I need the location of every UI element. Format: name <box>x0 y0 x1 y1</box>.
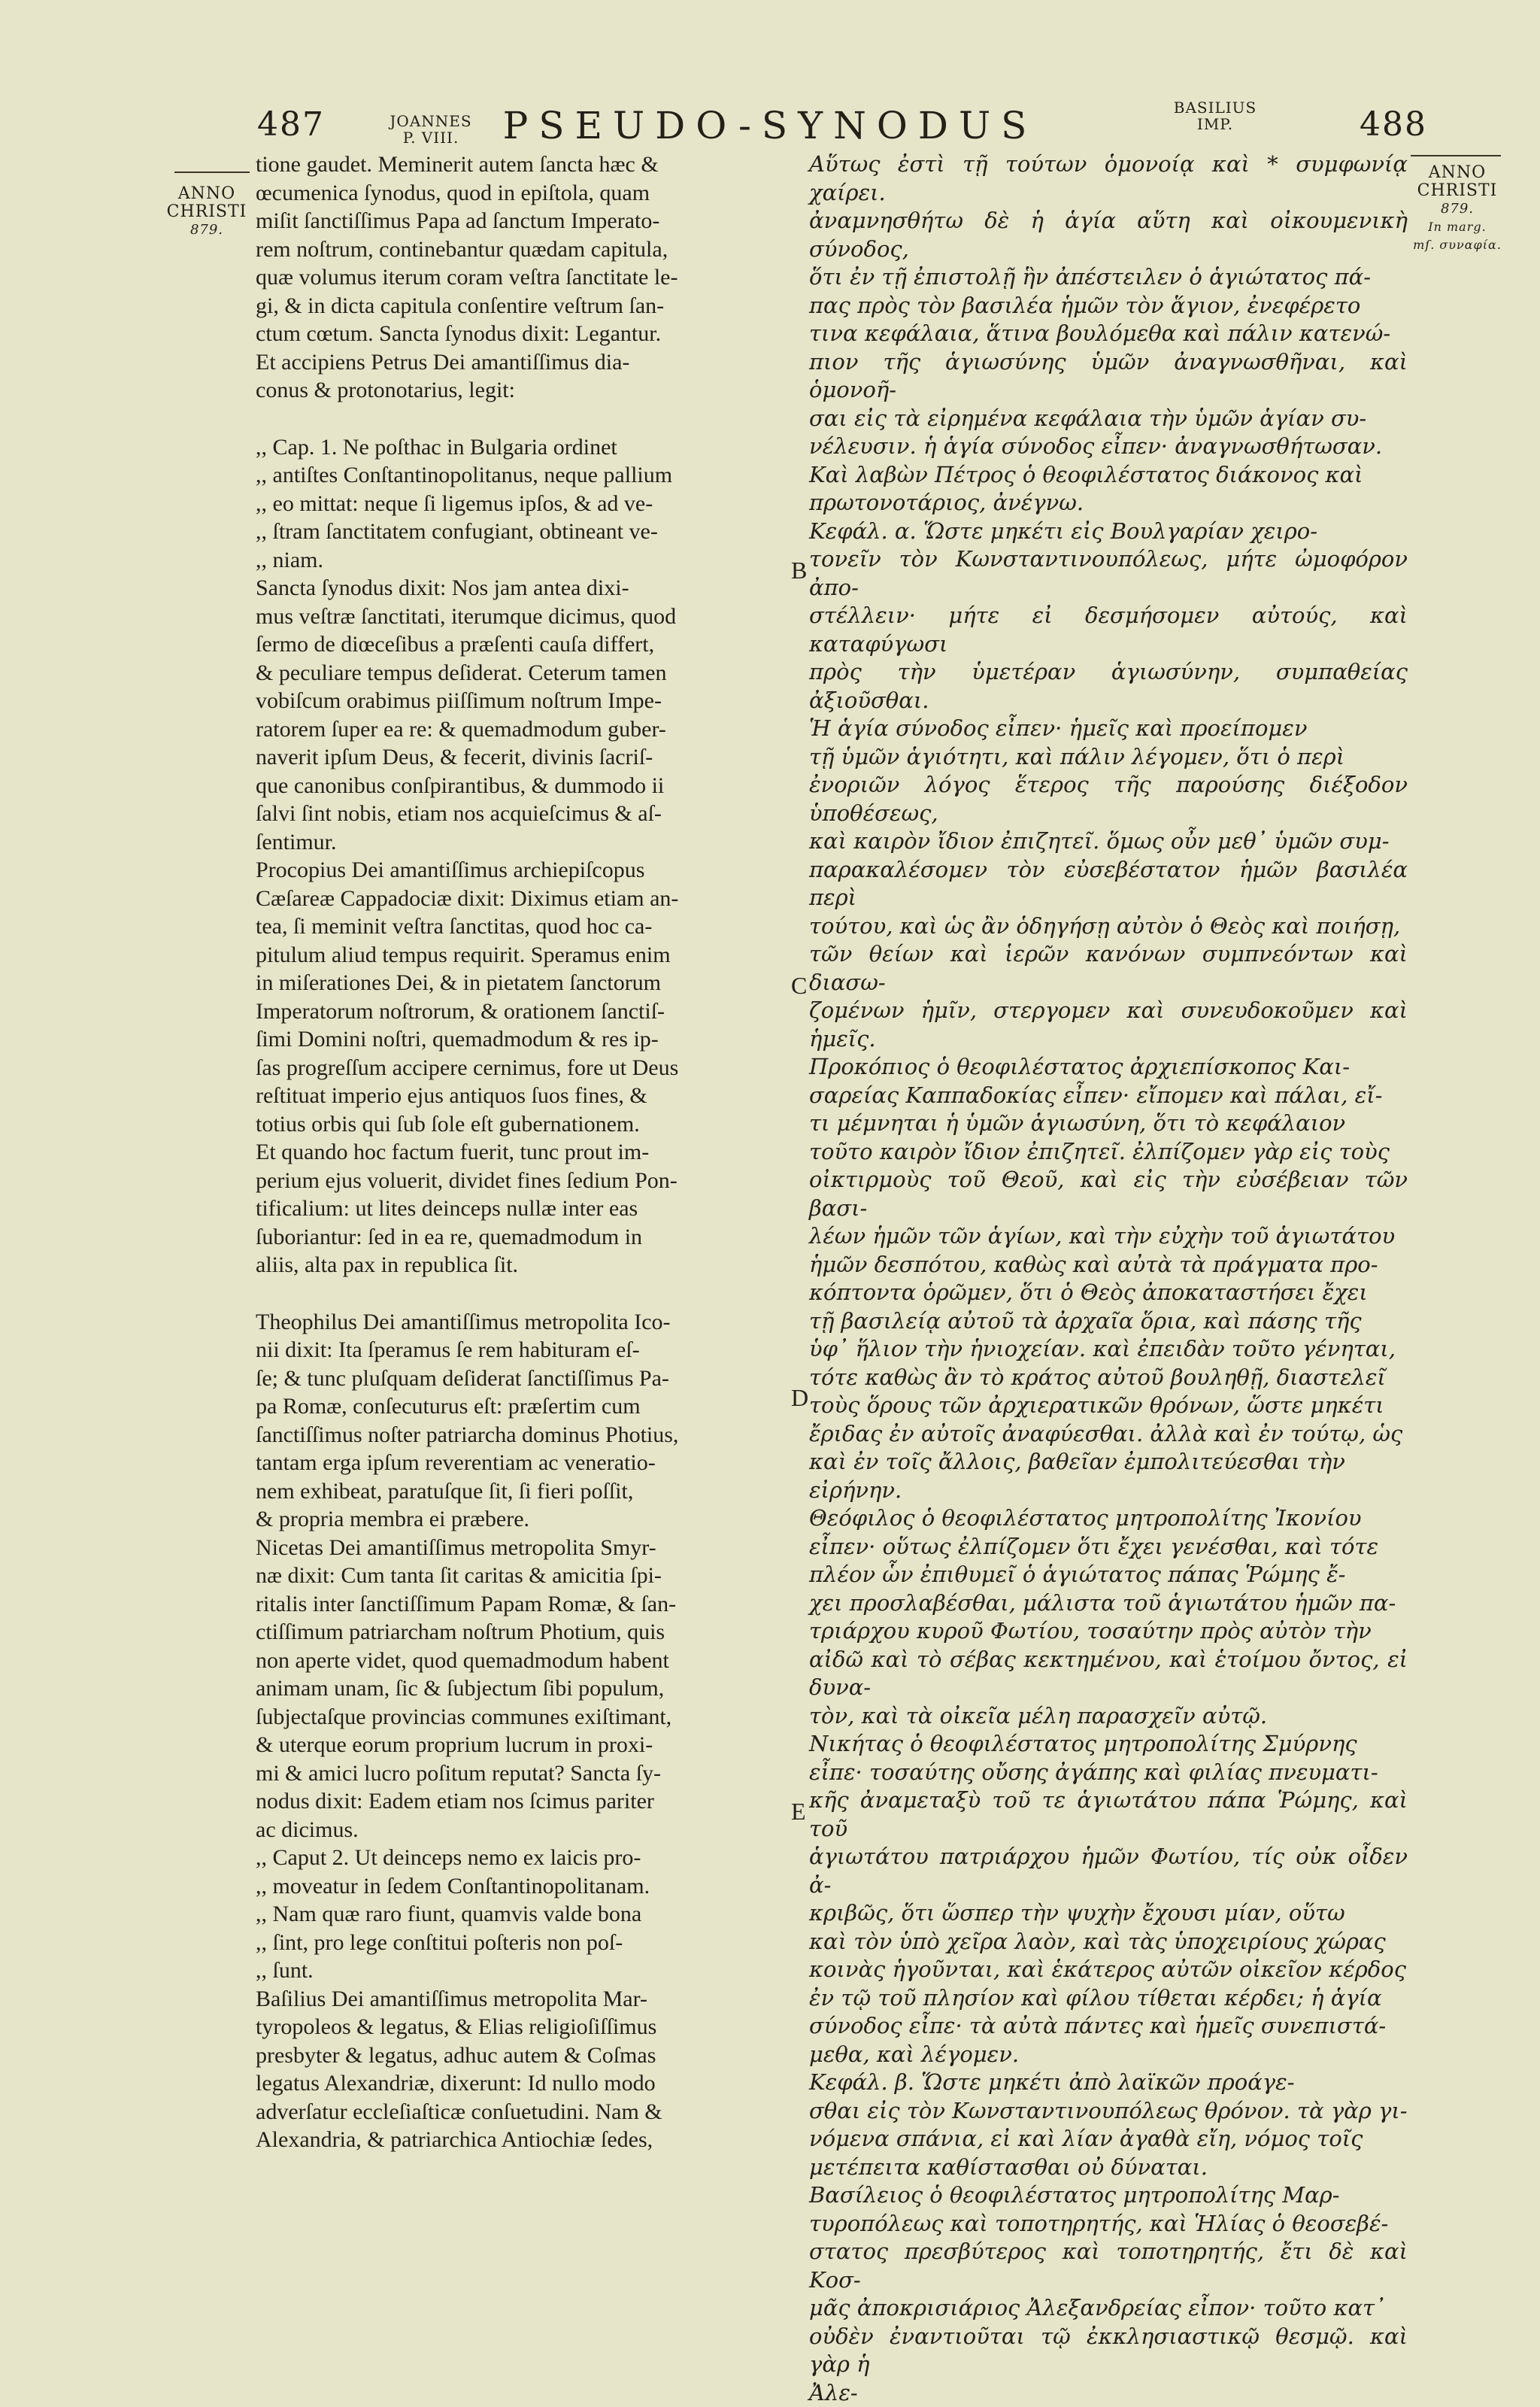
greek-text-line: πιον τῆς ἁγιωσύνης ὑμῶν ἀναγνωσθῆναι, καὶ ὁμονοῆ- <box>809 348 1408 405</box>
greek-text-line: ὑφ᾽ ἥλιον τὴν ἡνιοχείαν. καὶ ἐπειδὰν τοῦτο γένηται, <box>809 1335 1408 1364</box>
latin-text-line: Et accipiens Petrus Dei amantiſſimus dia- <box>256 348 788 377</box>
greek-text-line: ἐν τῷ τοῦ πλησίον καὶ φίλου τίθεται κέρδει; ἡ ἁγία <box>809 1984 1408 2013</box>
greek-text-line: εἶπεν· οὕτως ἐλπίζομεν ὅτι ἔχει γενέσθαι, καὶ τότε <box>809 1533 1408 1562</box>
right-margin-year: 879. <box>1412 200 1502 218</box>
greek-text-line: σύνοδος εἶπε· τὰ αὐτὰ πάντες καὶ ἡμεῖς συνεπιστά- <box>809 2012 1408 2041</box>
left-margin-year: 879. <box>165 221 248 239</box>
greek-column <box>809 150 1408 2407</box>
latin-text-line: Cæſareæ Cappadociæ dixit: Diximus etiam an- <box>256 885 788 913</box>
latin-text-line: ,, Cap. 1. Ne poſthac in Bulgaria ordinet <box>256 433 788 462</box>
greek-text-line: τῶν θείων καὶ ἱερῶν κανόνων συμπνεόντων καὶ διασω- <box>809 940 1408 997</box>
latin-text-line: Procopius Dei amantiſſimus archiepiſcopus <box>256 856 788 885</box>
latin-text-line: nodus dixit: Eadem etiam nos ſcimus pariter <box>256 1787 788 1816</box>
latin-text-line: ctiſſimum patriarcham noſtrum Photium, quis <box>256 1618 788 1647</box>
latin-text-line: ſanctiſſimus noſter patriarcha dominus Photius, <box>256 1421 788 1449</box>
greek-text-line: ἡμῶν δεσπότου, καθὼς καὶ αὐτὰ τὰ πράγματα προ- <box>809 1251 1408 1279</box>
greek-text-line: στέλλειν· μήτε εἰ δεσμήσομεν αὐτούς, καὶ καταφύγωσι <box>809 602 1408 658</box>
greek-text-line: Αὕτως ἐστὶ τῇ τούτων ὁμονοίᾳ καὶ * συμφωνίᾳ χαίρει. <box>809 150 1408 207</box>
latin-text-line: perium ejus voluerit, dividet fines ſedium Pon- <box>256 1167 788 1195</box>
greek-text-line: ἁγιωτάτου πατριάρχου ἡμῶν Φωτίου, τίς οὐκ οἶδεν ἀ- <box>809 1843 1408 1899</box>
greek-text-line: Νικήτας ὁ θεοφιλέστατος μητροπολίτης Σμύρνης <box>809 1730 1408 1759</box>
latin-text-line: & peculiare tempus deſiderat. Ceterum tamen <box>256 659 788 687</box>
left-running-head-top: JOANNES <box>390 113 472 129</box>
greek-text-line: τότε καθὼς ἂν τὸ κράτος αὐτοῦ βουληθῇ, διαστελεῖ <box>809 1364 1408 1392</box>
latin-text-line: adverſatur eccleſiaſticæ conſuetudini. Nam & <box>256 2098 788 2126</box>
latin-text-line: ſuboriantur: ſed in ea re, quemadmodum in <box>256 1223 788 1252</box>
greek-text-line: Καὶ λαβὼν Πέτρος ὁ θεοφιλέστατος διάκονος καὶ <box>809 461 1408 490</box>
latin-text-line: nii dixit: Ita ſperamus ſe rem habituram eſ- <box>256 1336 788 1364</box>
greek-text-line: τοὺς ὅρους τῶν ἀρχιερατικῶν θρόνων, ὥστε μηκέτι <box>809 1392 1408 1420</box>
latin-text-line: ſe; & tunc pluſquam deſiderat ſanctiſſimus Pa- <box>256 1364 788 1393</box>
greek-text-line: ἀναμνησθήτω δὲ ἡ ἁγία αὕτη καὶ οἰκουμενικὴ σύνοδος, <box>809 207 1408 263</box>
latin-text-line: naverit ipſum Deus, & fecerit, divinis ſacriſ- <box>256 743 788 772</box>
latin-text-line: mus veſtræ ſanctitati, iterumque dicimus, quod <box>256 603 788 631</box>
greek-text-line: πλέον ὧν ἐπιθυμεῖ ὁ ἁγιώτατος πάπας Ῥώμης ἔ- <box>809 1561 1408 1589</box>
latin-text-line: in miſerationes Dei, & in pietatem ſanctorum <box>256 969 788 997</box>
left-margin-anno: ANNO <box>165 185 248 203</box>
latin-text-line: non aperte videt, quod quemadmodum habent <box>256 1647 788 1675</box>
greek-text-line: Κεφάλ. β. Ὥστε μηκέτι ἀπὸ λαϊκῶν προάγε- <box>809 2069 1408 2097</box>
greek-text-line: σθαι εἰς τὸν Κωνσταντινουπόλεως θρόνον. τὰ γὰρ γι- <box>809 2097 1408 2126</box>
greek-text-line: παρακαλέσομεν τὸν εὐσεβέστατον ἡμῶν βασιλέα περὶ <box>809 856 1408 912</box>
latin-text-line: Baſilius Dei amantiſſimus metropolita Mar- <box>256 1985 788 2014</box>
latin-text-line: ac dicimus. <box>256 1816 788 1844</box>
latin-text-line: tione gaudet. Meminerit autem ſancta hæc & <box>256 150 788 179</box>
latin-text-line: ,, Caput 2. Ut deinceps nemo ex laicis pro- <box>256 1844 788 1872</box>
greek-text-line: ἔριδας ἐν αὐτοῖς ἀναφύεσθαι. ἀλλὰ καὶ ἐν τούτῳ, ὡς <box>809 1420 1408 1449</box>
latin-text-line: œcumenica ſynodus, quod in epiſtola, quam <box>256 179 788 208</box>
greek-text-line: Ἀλε- <box>809 2379 1408 2407</box>
greek-text-line: ἐνοριῶν λόγος ἕτερος τῆς παρούσης διέξοδον ὑποθέσεως, <box>809 771 1408 827</box>
latin-text-line: tyropoleos & legatus, & Elias religioſiſſimus <box>256 2013 788 2041</box>
latin-text-line: ctum cœtum. Sancta ſynodus dixit: Legantur. <box>256 320 788 348</box>
greek-text-line: εἰρήνην. <box>809 1477 1408 1505</box>
latin-text-line: gi, & in dicta capitula conſentire veſtrum ſan- <box>256 292 788 320</box>
latin-text-line: animam unam, ſic & ſubjectum ſibi populum, <box>256 1674 788 1703</box>
greek-text-line: Κεφάλ. α. Ὥστε μηκέτι εἰς Βουλγαρίαν χειρο- <box>809 518 1408 546</box>
latin-text-line: tificalium: ut lites deinceps nullæ inter eas <box>256 1194 788 1223</box>
latin-text-line: aliis, alta pax in republica ſit. <box>256 1251 788 1279</box>
latin-text-line: ,, niam. <box>256 546 788 575</box>
latin-text-line: conus & protonotarius, legit: <box>256 376 788 405</box>
section-letter-c: C <box>791 972 807 1000</box>
right-margin-christi: CHRISTI <box>1412 182 1502 200</box>
greek-text-line: πας πρὸς τὸν βασιλέα ἡμῶν τὸν ἅγιον, ἐνεφέρετο <box>809 292 1408 320</box>
greek-text-line: τὸν, καὶ τὰ οἰκεῖα μέλη παρασχεῖν αὐτῷ. <box>809 1702 1408 1731</box>
latin-text-line: ritalis inter ſanctiſſimum Papam Romæ, & ſan- <box>256 1590 788 1619</box>
greek-text-line: Προκόπιος ὁ θεοφιλέστατος ἀρχιεπίσκοπος Και- <box>809 1053 1408 1082</box>
right-margin-rule <box>1411 155 1501 156</box>
right-margin-note-1: In marg. <box>1412 218 1502 236</box>
greek-text-line: λέων ἡμῶν τῶν ἁγίων, καὶ τὴν εὐχὴν τοῦ ἁγιωτάτου <box>809 1222 1408 1251</box>
greek-text-line: εἶπε· τοσαύτης οὔσης ἀγάπης καὶ φιλίας πνευματι- <box>809 1759 1408 1787</box>
latin-column <box>256 150 788 2154</box>
latin-text-line: ſas progreſſum accipere cernimus, fore ut Deus <box>256 1054 788 1082</box>
greek-text-line: στατος πρεσβύτερος καὶ τοποτηρητής, ἔτι δὲ καὶ Κοσ- <box>809 2238 1408 2294</box>
right-page-number: 488 <box>1360 105 1427 144</box>
right-running-head-top: BASILIUS <box>1170 99 1260 116</box>
greek-text-line: μετέπειτα καθίστασθαι οὐ δύναται. <box>809 2154 1408 2182</box>
latin-text-line: ſermo de diœceſibus a præſenti cauſa differt, <box>256 630 788 659</box>
greek-text-line: μεθα, καὶ λέγομεν. <box>809 2041 1408 2069</box>
latin-text-line: que canonibus conſpirantibus, & dummodo ii <box>256 772 788 800</box>
latin-text-line <box>256 1279 788 1308</box>
left-running-head-bottom: P. VIII. <box>390 129 472 146</box>
section-letter-d: D <box>791 1384 808 1412</box>
left-margin-rule <box>174 171 250 173</box>
greek-text-line: τι μέμνηται ἡ ὑμῶν ἁγιωσύνη, ὅτι τὸ κεφάλαιον <box>809 1109 1408 1138</box>
right-running-head <box>1170 99 1260 132</box>
greek-text-line: κόπτοντα ὁρῶμεν, ὅτι ὁ Θεὸς ἀποκαταστήσει ἔχει <box>809 1279 1408 1307</box>
greek-text-line: Θεόφιλος ὁ θεοφιλέστατος μητροπολίτης Ἰκονίου <box>809 1504 1408 1533</box>
latin-text-line: pitulum aliud tempus requirit. Speramus enim <box>256 941 788 970</box>
greek-text-line: Ἡ ἁγία σύνοδος εἶπεν· ἡμεῖς καὶ προείπομεν <box>809 715 1408 743</box>
latin-text-line: miſit ſanctiſſimus Papa ad ſanctum Imperato- <box>256 207 788 235</box>
latin-text-line: rem noſtrum, continebantur quædam capitula, <box>256 235 788 264</box>
latin-text-line: ,, ſint, pro lege conſtitui poſteris non poſ- <box>256 1929 788 1957</box>
latin-text-line: ,, ſtram ſanctitatem confugiant, obtineant ve- <box>256 518 788 546</box>
greek-text-line: σαρείας Καππαδοκίας εἶπεν· εἴπομεν καὶ πάλαι, εἴ- <box>809 1082 1408 1110</box>
latin-text-line: Et quando hoc factum fuerit, tunc prout im- <box>256 1138 788 1167</box>
section-letter-e: E <box>791 1798 806 1826</box>
page-title: PSEUDO-SYNODUS <box>0 104 1540 147</box>
latin-text-line: ratorem ſuper ea re: & quemadmodum guber- <box>256 715 788 744</box>
greek-text-line: τυροπόλεως καὶ τοποτηρητής, καὶ Ἡλίας ὁ θεοσεβέ- <box>809 2210 1408 2239</box>
greek-text-line: τριάρχου κυροῦ Φωτίου, τοσαύτην πρὸς αὐτὸν τὴν <box>809 1617 1408 1646</box>
latin-text-line: mi & amici lucro poſitum reputat? Sancta ſy- <box>256 1759 788 1788</box>
latin-text-line: & propria membra ei præbere. <box>256 1505 788 1534</box>
latin-text-line: pa Romæ, conſecuturus eſt: præſertim cum <box>256 1392 788 1421</box>
greek-text-line: τοῦτο καιρὸν ἴδιον ἐπιζητεῖ. ἐλπίζομεν γὰρ εἰς τοὺς <box>809 1138 1408 1167</box>
latin-text-line: Imperatorum noſtrorum, & orationem ſanctiſ- <box>256 997 788 1026</box>
greek-text-line: τῇ βασιλείᾳ αὐτοῦ τὰ ἀρχαῖα ὅρια, καὶ πάσης τῆς <box>809 1307 1408 1336</box>
greek-text-line: καὶ ἐν τοῖς ἄλλοις, βαθεῖαν ἐμπολιτεύεσθαι τὴν <box>809 1448 1408 1477</box>
greek-text-line: νέλευσιν. ἡ ἁγία σύνοδος εἶπεν· ἀναγνωσθήτωσαν. <box>809 433 1408 461</box>
greek-text-line: νόμενα σπάνια, εἰ καὶ λίαν ἀγαθὰ εἴη, νόμος τοῖς <box>809 2125 1408 2154</box>
greek-text-line: Βασίλειος ὁ θεοφιλέστατος μητροπολίτης Μαρ- <box>809 2181 1408 2210</box>
latin-text-line: nem exhibeat, paratuſque ſit, ſi fieri poſſit, <box>256 1477 788 1506</box>
latin-text-line: Nicetas Dei amantiſſimus metropolita Smyr- <box>256 1534 788 1562</box>
latin-text-line: reſtituat imperio ejus antiquos ſuos fines, & <box>256 1082 788 1110</box>
latin-text-line: ſimi Domini noſtri, quemadmodum & res ip- <box>256 1025 788 1054</box>
right-running-head-bottom: IMP. <box>1170 116 1260 132</box>
latin-text-line: Sancta ſynodus dixit: Nos jam antea dixi- <box>256 574 788 603</box>
latin-text-line: ſalvi ſint nobis, etiam nos acquieſcimus & aſ- <box>256 800 788 828</box>
left-margin-year-note <box>165 185 248 239</box>
greek-text-line: μᾶς ἀποκρισιάριος Ἀλεξανδρείας εἶπον· τοῦτο κατ᾽ <box>809 2294 1408 2323</box>
latin-text-line: næ dixit: Cum tanta ſit caritas & amicitia ſpi- <box>256 1562 788 1590</box>
greek-text-line: τονεῖν τὸν Κωνσταντινουπόλεως, μήτε ὠμοφόρον ἀπο- <box>809 545 1408 602</box>
greek-text-line: αἰδῶ καὶ τὸ σέβας κεκτημένου, καὶ ἑτοίμου ὄντος, εἰ δυνα- <box>809 1646 1408 1702</box>
latin-text-line: & uterque eorum proprium lucrum in proxi- <box>256 1731 788 1759</box>
greek-text-line: πρωτονοτάριος, ἀνέγνω. <box>809 489 1408 518</box>
latin-text-line: ,, ſunt. <box>256 1956 788 1985</box>
greek-text-line: τούτου, καὶ ὡς ἂν ὁδηγήσῃ αὐτὸν ὁ Θεὸς καὶ ποιήσῃ, <box>809 912 1408 941</box>
greek-text-line: κῆς ἀναμεταξὺ τοῦ τε ἁγιωτάτου πάπα Ῥώμης, καὶ τοῦ <box>809 1786 1408 1843</box>
right-margin-year-note <box>1412 164 1502 254</box>
latin-text-line: vobiſcum orabimus piiſſimum noſtrum Impe- <box>256 687 788 715</box>
greek-text-line: τῇ ὑμῶν ἁγιότητι, καὶ πάλιν λέγομεν, ὅτι ὁ περὶ <box>809 743 1408 772</box>
latin-text-line: presbyter & legatus, adhuc autem & Coſmas <box>256 2041 788 2070</box>
latin-text-line: legatus Alexandriæ, dixerunt: Id nullo modo <box>256 2069 788 2098</box>
greek-text-line: ζομένων ἡμῖν, στεργομεν καὶ συνευδοκοῦμεν καὶ ἡμεῖς. <box>809 997 1408 1053</box>
right-margin-anno: ANNO <box>1412 164 1502 182</box>
latin-text-line: ,, eo mittat: neque ſi ligemus ipſos, & ad ve- <box>256 490 788 518</box>
latin-text-line: ſubjectaſque provincias communes exiſtimant, <box>256 1703 788 1732</box>
latin-text-line: quæ volumus iterum coram veſtra ſanctitate le- <box>256 263 788 292</box>
greek-text-line: ὅτι ἐν τῇ ἐπιστολῇ ἣν ἀπέστειλεν ὁ ἁγιώτατος πά- <box>809 263 1408 292</box>
latin-text-line: ,, antiſtes Conſtantinopolitanus, neque pallium <box>256 461 788 490</box>
right-margin-note-2: mſ. συναφία. <box>1412 236 1502 254</box>
greek-text-line: οἰκτιρμοὺς τοῦ Θεοῦ, καὶ εἰς τὴν εὐσέβειαν τῶν βασι- <box>809 1166 1408 1222</box>
greek-text-line: κοινὰς ἡγοῦνται, καὶ ἑκάτερος αὐτῶν οἰκεῖον κέρδος <box>809 1956 1408 1984</box>
greek-text-line: καὶ καιρὸν ἴδιον ἐπιζητεῖ. ὅμως οὖν μεθ᾽ ὑμῶν συμ- <box>809 827 1408 856</box>
greek-text-line: καὶ τὸν ὑπὸ χεῖρα λαὸν, καὶ τὰς ὑποχειρίους χώρας <box>809 1928 1408 1956</box>
latin-text-line: tea, ſi meminit veſtra ſanctitas, quod hoc ca- <box>256 912 788 941</box>
latin-text-line: totius orbis qui ſub ſole eſt gubernationem. <box>256 1110 788 1139</box>
latin-text-line: ,, Nam quæ raro fiunt, quamvis valde bona <box>256 1900 788 1929</box>
section-letter-b: B <box>791 557 807 584</box>
greek-text-line: σαι εἰς τὰ εἰρημένα κεφάλαια τὴν ὑμῶν ἁγίαν συ- <box>809 405 1408 433</box>
latin-text-line: ſentimur. <box>256 828 788 857</box>
greek-text-line: οὐδὲν ἐναντιοῦται τῷ ἐκκλησιαστικῷ θεσμῷ. καὶ γὰρ ἡ <box>809 2323 1408 2379</box>
latin-text-line: Theophilus Dei amantiſſimus metropolita Ico- <box>256 1308 788 1337</box>
greek-text-line: κριβῶς, ὅτι ὥσπερ τὴν ψυχὴν ἔχουσι μίαν, οὕτω <box>809 1899 1408 1928</box>
greek-text-line: τινα κεφάλαια, ἅτινα βουλόμεθα καὶ πάλιν κατενώ- <box>809 320 1408 348</box>
latin-text-line: Alexandria, & patriarchica Antiochiæ ſedes, <box>256 2126 788 2154</box>
latin-text-line: ,, moveatur in ſedem Conſtantinopolitanam. <box>256 1872 788 1901</box>
latin-text-line: tantam erga ipſum reverentiam ac veneratio- <box>256 1449 788 1477</box>
greek-text-line: χει προσλαβέσθαι, μάλιστα τοῦ ἁγιωτάτου ἡμῶν πα- <box>809 1589 1408 1618</box>
left-page-number: 487 <box>257 105 325 144</box>
latin-text-line <box>256 405 788 433</box>
left-margin-christi: CHRISTI <box>165 203 248 221</box>
greek-text-line: πρὸς τὴν ὑμετέραν ἁγιωσύνην, συμπαθείας ἀξιοῦσθαι. <box>809 658 1408 715</box>
